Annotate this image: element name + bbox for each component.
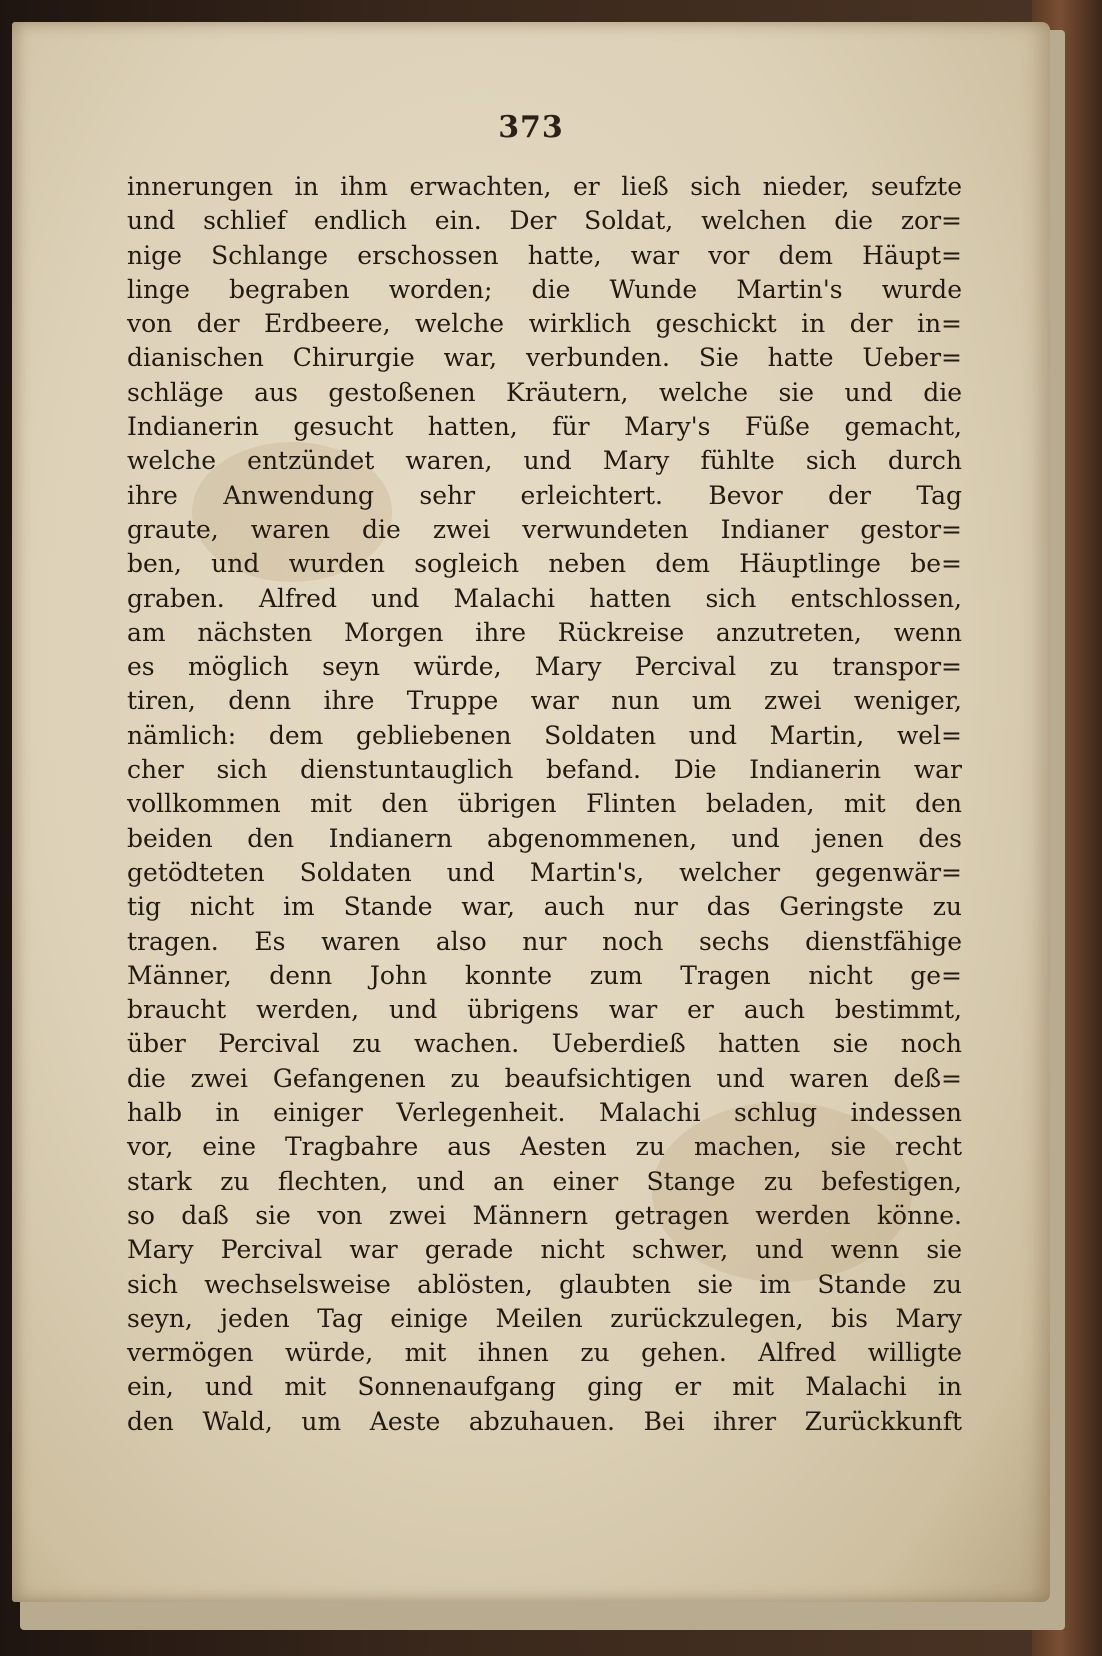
text-line: cher sich dienstuntauglich befand. Die Indianerin war — [127, 755, 962, 785]
text-line: graute, waren die zwei verwundeten Indianer gestor= — [127, 514, 962, 544]
text-line: die zwei Gefangenen zu beaufsichtigen und waren deß= — [127, 1063, 962, 1093]
text-line: getödteten Soldaten und Martin's, welcher gegenwär= — [127, 857, 962, 887]
text-line: ihre Anwendung sehr erleichtert. Bevor der Tag — [127, 480, 962, 510]
book-page — [12, 22, 1050, 1602]
text-line: so daß sie von zwei Männern getragen werden könne. — [127, 1200, 962, 1230]
text-line: tiren, denn ihre Truppe war nun um zwei weniger, — [127, 686, 962, 716]
text-line: ein, und mit Sonnenaufgang ging er mit Malachi in — [127, 1372, 962, 1402]
text-line: vor, eine Tragbahre aus Aesten zu machen, sie recht — [127, 1132, 962, 1162]
text-line: über Percival zu wachen. Ueberdieß hatten sie noch — [127, 1029, 962, 1059]
text-line: schläge aus gestoßenen Kräutern, welche sie und die — [127, 377, 962, 407]
page-number: 373 — [498, 110, 564, 145]
text-line: graben. Alfred und Malachi hatten sich entschlossen, — [127, 583, 962, 613]
text-line: welche entzündet waren, und Mary fühlte sich durch — [127, 446, 962, 476]
text-line: tragen. Es waren also nur noch sechs dienstfähige — [127, 926, 962, 956]
text-line: innerungen in ihm erwachten, er ließ sich nieder, seufzte — [127, 172, 962, 201]
text-line: Mary Percival war gerade nicht schwer, und wenn sie — [127, 1235, 962, 1265]
text-line: nige Schlange erschossen hatte, war vor dem Häupt= — [127, 240, 962, 270]
text-line: am nächsten Morgen ihre Rückreise anzutreten, wenn — [127, 617, 962, 647]
body-text — [127, 170, 962, 1439]
text-line: dianischen Chirurgie war, verbunden. Sie hatte Ueber= — [127, 343, 962, 373]
text-line: Indianerin gesucht hatten, für Mary's Füße gemacht, — [127, 412, 962, 442]
text-line: es möglich seyn würde, Mary Percival zu transpor= — [127, 652, 962, 682]
text-line: Männer, denn John konnte zum Tragen nicht ge= — [127, 960, 962, 990]
text-line: vermögen würde, mit ihnen zu gehen. Alfred willigte — [127, 1338, 962, 1368]
text-line: nämlich: dem gebliebenen Soldaten und Martin, wel= — [127, 720, 962, 750]
text-line: vollkommen mit den übrigen Flinten beladen, mit den — [127, 789, 962, 819]
text-line: halb in einiger Verlegenheit. Malachi schlug indessen — [127, 1098, 962, 1128]
text-line: stark zu flechten, und an einer Stange zu befestigen, — [127, 1166, 962, 1196]
text-line: ben, und wurden sogleich neben dem Häuptlinge be= — [127, 549, 962, 579]
text-line: beiden den Indianern abgenommenen, und jenen des — [127, 823, 962, 853]
text-line: den Wald, um Aeste abzuhauen. Bei ihrer Zurückkunft — [127, 1406, 962, 1436]
text-line: braucht werden, und übrigens war er auch bestimmt, — [127, 995, 962, 1025]
text-line: seyn, jeden Tag einige Meilen zurückzulegen, bis Mary — [127, 1303, 962, 1333]
text-line: tig nicht im Stande war, auch nur das Geringste zu — [127, 892, 962, 922]
text-line: und schlief endlich ein. Der Soldat, welchen die zor= — [127, 206, 962, 236]
text-line: von der Erdbeere, welche wirklich geschickt in der in= — [127, 309, 962, 339]
text-line: sich wechselsweise ablösten, glaubten sie im Stande zu — [127, 1269, 962, 1299]
text-line: linge begraben worden; die Wunde Martin's wurde — [127, 274, 962, 304]
